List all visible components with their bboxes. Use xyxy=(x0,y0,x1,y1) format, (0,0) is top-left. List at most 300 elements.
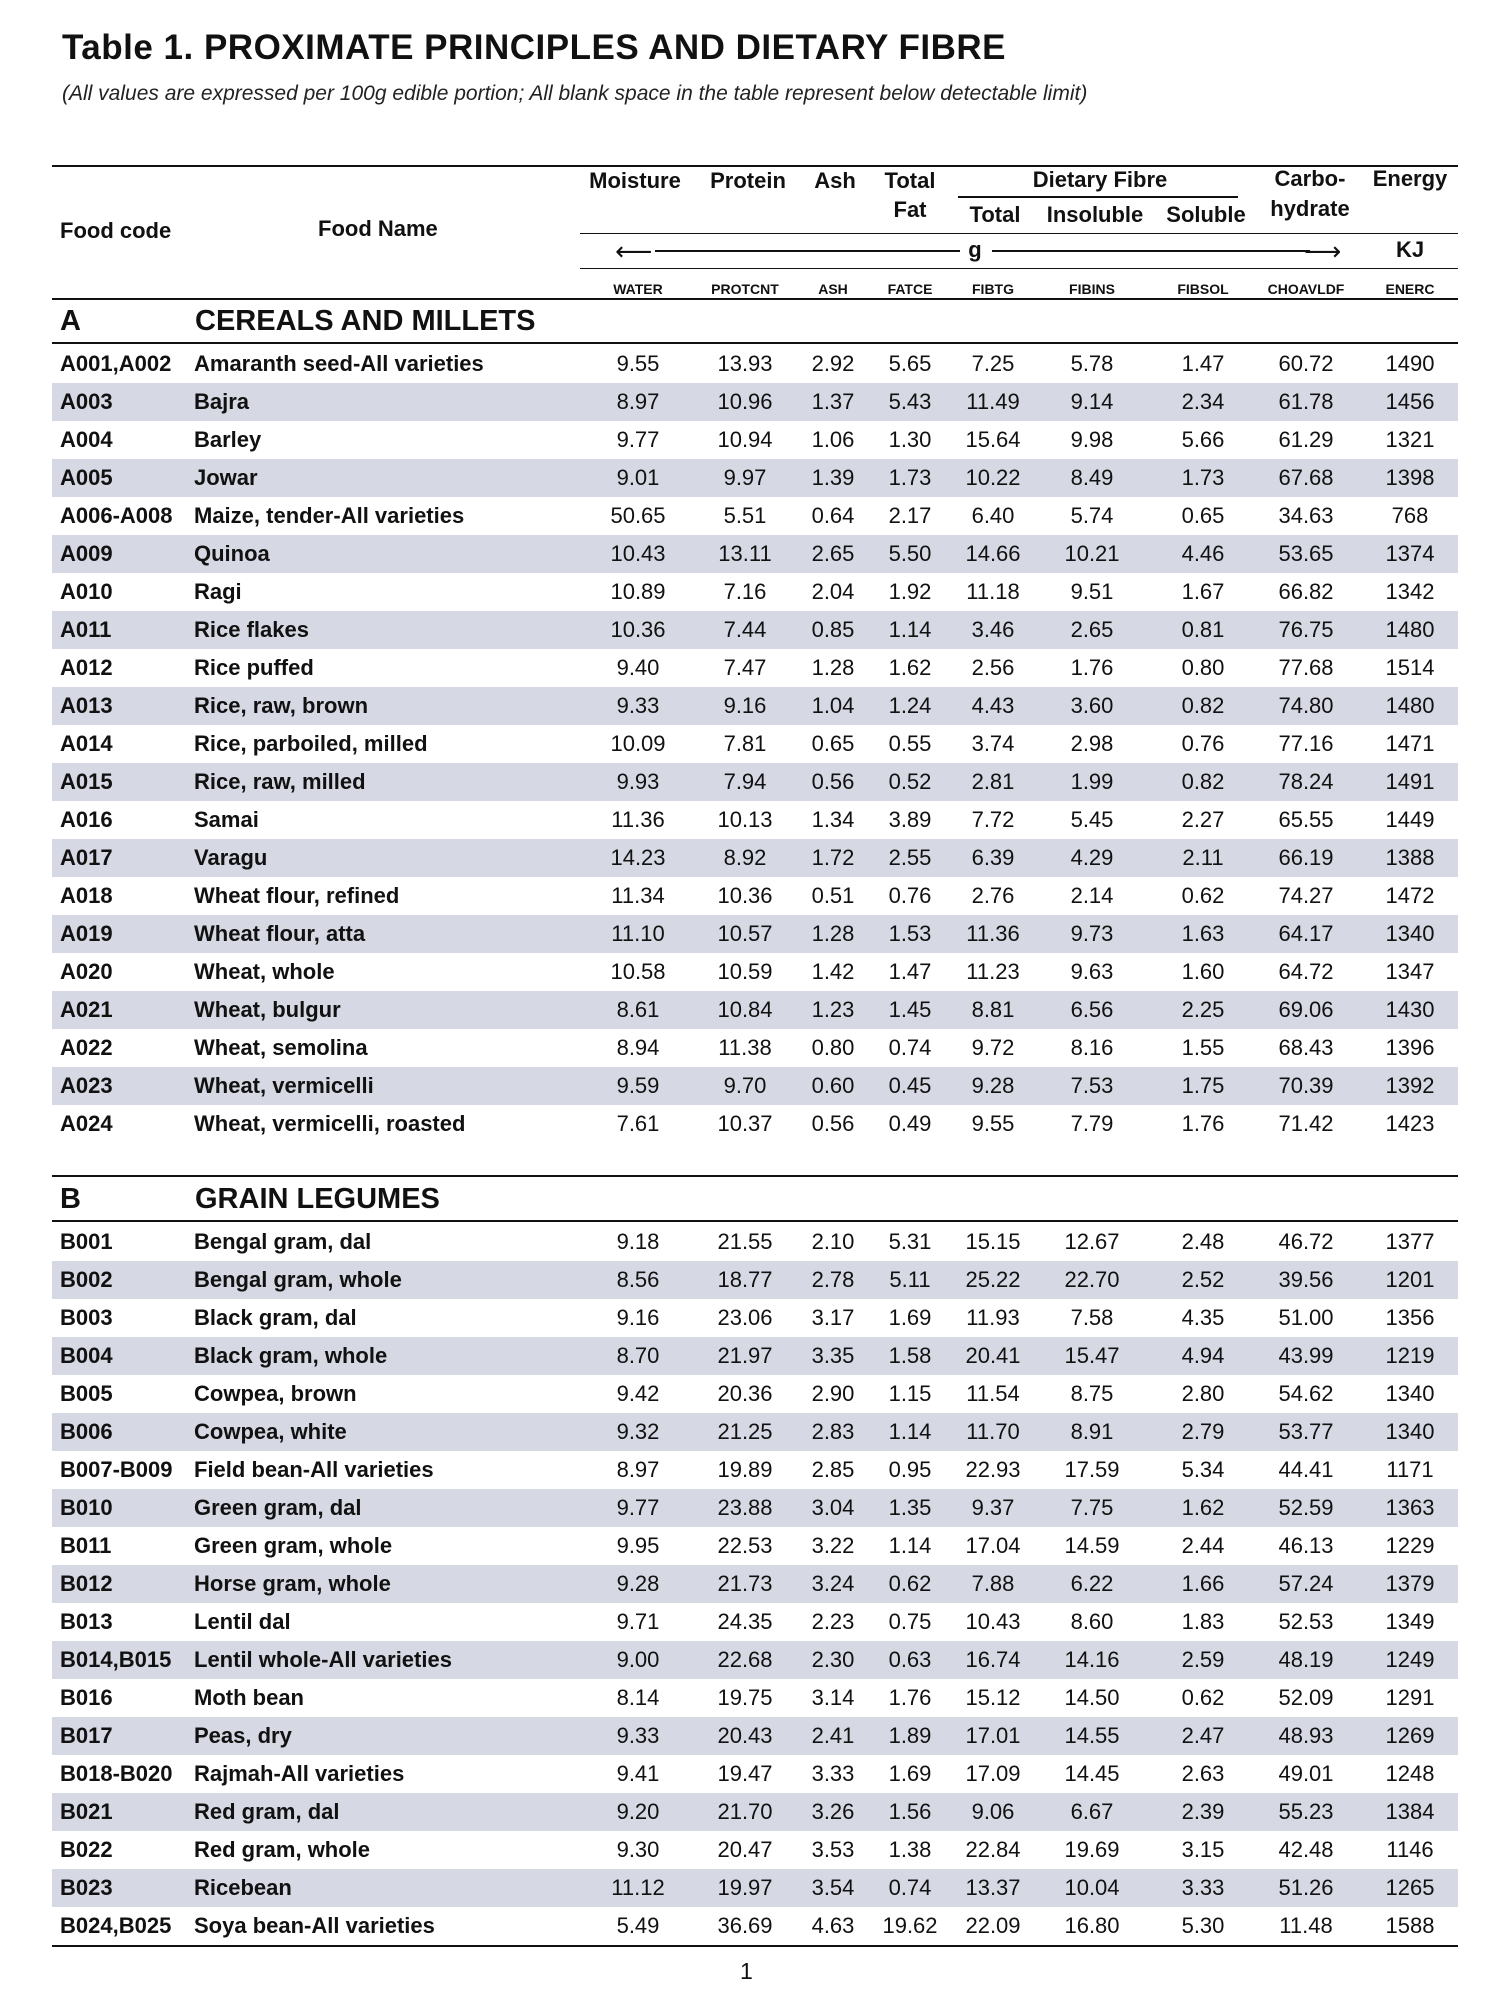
value-cell-choavldf: 11.48 xyxy=(1279,1913,1333,1938)
table-row xyxy=(52,1413,1458,1451)
dietary-fibre-rule xyxy=(958,196,1238,198)
value-cell-fibsol: 1.55 xyxy=(1181,1035,1225,1060)
value-cell-fibsol: 1.73 xyxy=(1181,465,1225,490)
value-cell-enerc: 1490 xyxy=(1385,351,1435,376)
table-row xyxy=(52,497,1458,535)
food-name-cell: Bajra xyxy=(194,389,250,414)
value-cell-fibins: 16.80 xyxy=(1064,1913,1120,1938)
value-cell-fibtg: 15.64 xyxy=(965,427,1021,452)
food-name-cell: Rice puffed xyxy=(194,655,314,680)
table-title: Table 1. PROXIMATE PRINCIPLES AND DIETARY FIBRE xyxy=(62,28,1006,67)
value-cell-fibins: 22.70 xyxy=(1064,1267,1120,1292)
value-cell-enerc: 1340 xyxy=(1385,1381,1435,1406)
food-name-cell: Bengal gram, whole xyxy=(194,1267,402,1292)
value-cell-protcnt: 21.97 xyxy=(717,1343,773,1368)
value-cell-enerc: 1398 xyxy=(1385,465,1435,490)
value-cell-fibsol: 2.48 xyxy=(1181,1229,1225,1254)
value-cell-choavldf: 74.80 xyxy=(1278,693,1334,718)
value-cell-enerc: 1291 xyxy=(1385,1685,1435,1710)
value-cell-fibins: 5.45 xyxy=(1070,807,1114,832)
value-cell-fibsol: 2.59 xyxy=(1181,1647,1225,1672)
value-cell-water: 9.55 xyxy=(616,351,660,376)
food-name-cell: Amaranth seed-All varieties xyxy=(194,351,484,376)
value-cell-fibsol: 5.30 xyxy=(1181,1913,1225,1938)
value-cell-protcnt: 22.68 xyxy=(717,1647,773,1672)
value-cell-fatce: 0.62 xyxy=(888,1571,932,1596)
value-cell-protcnt: 7.44 xyxy=(723,617,767,642)
value-cell-ash: 1.04 xyxy=(811,693,855,718)
value-cell-fibsol: 1.63 xyxy=(1181,921,1225,946)
food-code-cell: B023 xyxy=(60,1875,113,1900)
value-cell-ash: 2.85 xyxy=(811,1457,855,1482)
food-code-cell: A017 xyxy=(60,845,113,870)
value-cell-fibins: 9.14 xyxy=(1070,389,1114,414)
value-cell-water: 9.95 xyxy=(616,1533,660,1558)
table-row xyxy=(52,1565,1458,1603)
value-cell-enerc: 1363 xyxy=(1385,1495,1435,1520)
value-cell-ash: 3.35 xyxy=(811,1343,855,1368)
value-cell-choavldf: 61.78 xyxy=(1278,389,1334,414)
value-cell-fatce: 1.35 xyxy=(888,1495,932,1520)
food-name-cell: Ricebean xyxy=(194,1875,292,1900)
value-cell-fibins: 10.04 xyxy=(1064,1875,1120,1900)
value-cell-fibtg: 11.70 xyxy=(966,1419,1020,1444)
value-cell-water: 11.10 xyxy=(611,921,665,946)
food-name-cell: Wheat, whole xyxy=(194,959,335,984)
value-cell-fibsol: 4.35 xyxy=(1181,1305,1225,1330)
header-protein: Protein xyxy=(710,168,786,193)
value-cell-enerc: 1379 xyxy=(1385,1571,1435,1596)
value-cell-protcnt: 10.13 xyxy=(717,807,773,832)
food-name-cell: Quinoa xyxy=(194,541,270,566)
value-cell-choavldf: 39.56 xyxy=(1278,1267,1334,1292)
food-name-cell: Horse gram, whole xyxy=(194,1571,391,1596)
value-cell-fibsol: 4.94 xyxy=(1181,1343,1225,1368)
table-row xyxy=(52,421,1458,459)
food-code-cell: A003 xyxy=(60,389,113,414)
value-cell-fibsol: 1.83 xyxy=(1181,1609,1225,1634)
value-cell-protcnt: 21.55 xyxy=(717,1229,773,1254)
value-cell-enerc: 1374 xyxy=(1385,541,1435,566)
food-name-cell: Wheat, vermicelli xyxy=(194,1073,374,1098)
value-cell-enerc: 1340 xyxy=(1385,921,1435,946)
table-row xyxy=(52,1793,1458,1831)
value-cell-fibsol: 2.80 xyxy=(1181,1381,1225,1406)
value-cell-fibtg: 2.56 xyxy=(971,655,1015,680)
value-cell-fibsol: 0.82 xyxy=(1181,769,1225,794)
value-cell-water: 9.93 xyxy=(616,769,660,794)
food-code-cell: B024,B025 xyxy=(60,1913,172,1938)
value-cell-fibsol: 2.47 xyxy=(1181,1723,1225,1748)
table-row xyxy=(52,1717,1458,1755)
value-cell-fibtg: 6.40 xyxy=(971,503,1015,528)
value-cell-protcnt: 7.81 xyxy=(723,731,767,756)
value-cell-fibins: 1.99 xyxy=(1070,769,1114,794)
value-cell-water: 8.14 xyxy=(616,1685,660,1710)
value-cell-fatce: 1.15 xyxy=(888,1381,932,1406)
value-cell-fibtg: 9.06 xyxy=(971,1799,1015,1824)
food-code-cell: B013 xyxy=(60,1609,113,1634)
value-cell-enerc: 1269 xyxy=(1385,1723,1435,1748)
value-cell-water: 8.61 xyxy=(616,997,660,1022)
value-cell-ash: 3.33 xyxy=(811,1761,855,1786)
value-cell-water: 9.32 xyxy=(616,1419,660,1444)
value-cell-fibsol: 3.15 xyxy=(1181,1837,1225,1862)
value-cell-choavldf: 53.77 xyxy=(1278,1419,1334,1444)
food-code-cell: B021 xyxy=(60,1799,113,1824)
component-code-protcnt: PROTCNT xyxy=(711,281,779,297)
header-carbo-2: hydrate xyxy=(1270,196,1350,221)
value-cell-fibsol: 5.34 xyxy=(1181,1457,1225,1482)
food-code-cell: A014 xyxy=(60,731,113,756)
value-cell-fibtg: 17.04 xyxy=(965,1533,1021,1558)
unit-rule-top xyxy=(580,233,1458,234)
table-row xyxy=(52,1907,1458,1945)
value-cell-fatce: 1.45 xyxy=(888,997,932,1022)
value-cell-choavldf: 77.68 xyxy=(1278,655,1334,680)
value-cell-enerc: 1472 xyxy=(1385,883,1435,908)
food-code-cell: A023 xyxy=(60,1073,113,1098)
value-cell-fibins: 7.79 xyxy=(1070,1111,1114,1136)
food-code-cell: A022 xyxy=(60,1035,113,1060)
value-cell-ash: 4.63 xyxy=(811,1913,855,1938)
value-cell-enerc: 1321 xyxy=(1385,427,1435,452)
value-cell-fibtg: 4.43 xyxy=(971,693,1015,718)
value-cell-fatce: 1.89 xyxy=(888,1723,932,1748)
section-name: CEREALS AND MILLETS xyxy=(195,305,536,337)
value-cell-water: 50.65 xyxy=(610,503,666,528)
value-cell-fibtg: 9.72 xyxy=(971,1035,1015,1060)
value-cell-choavldf: 51.26 xyxy=(1278,1875,1334,1900)
component-code-fibins: FIBINS xyxy=(1069,281,1115,297)
section-letter: A xyxy=(60,305,81,337)
value-cell-fibsol: 2.79 xyxy=(1181,1419,1225,1444)
value-cell-fibsol: 0.76 xyxy=(1181,731,1225,756)
value-cell-fibsol: 2.44 xyxy=(1181,1533,1225,1558)
table-row xyxy=(52,1375,1458,1413)
value-cell-ash: 3.53 xyxy=(811,1837,855,1862)
food-name-cell: Wheat, bulgur xyxy=(194,997,341,1022)
value-cell-water: 9.28 xyxy=(616,1571,660,1596)
value-cell-fibins: 17.59 xyxy=(1064,1457,1120,1482)
section-header-rule xyxy=(52,342,1458,344)
value-cell-water: 11.36 xyxy=(611,807,665,832)
value-cell-fatce: 2.17 xyxy=(888,503,932,528)
value-cell-ash: 0.80 xyxy=(811,1035,855,1060)
value-cell-fatce: 5.31 xyxy=(888,1229,932,1254)
value-cell-fibins: 9.51 xyxy=(1070,579,1114,604)
value-cell-fibtg: 20.41 xyxy=(965,1343,1021,1368)
value-cell-fibins: 5.74 xyxy=(1070,503,1114,528)
header-df-total: Total xyxy=(969,202,1021,227)
value-cell-choavldf: 52.09 xyxy=(1278,1685,1334,1710)
table-row xyxy=(52,991,1458,1029)
food-code-cell: A006-A008 xyxy=(60,503,173,528)
value-cell-fibsol: 4.46 xyxy=(1181,541,1225,566)
value-cell-fibsol: 1.75 xyxy=(1181,1073,1225,1098)
table-row xyxy=(52,573,1458,611)
component-code-enerc: ENERC xyxy=(1385,281,1435,297)
food-name-cell: Field bean-All varieties xyxy=(194,1457,434,1482)
value-cell-fibsol: 1.60 xyxy=(1181,959,1225,984)
value-cell-fibtg: 22.09 xyxy=(965,1913,1021,1938)
value-cell-fatce: 0.76 xyxy=(888,883,932,908)
value-cell-enerc: 1430 xyxy=(1385,997,1435,1022)
food-name-cell: Moth bean xyxy=(194,1685,304,1710)
value-cell-fatce: 1.58 xyxy=(888,1343,932,1368)
table-row xyxy=(52,915,1458,953)
section-top-rule xyxy=(52,1175,1458,1177)
table-row xyxy=(52,1603,1458,1641)
value-cell-fatce: 1.76 xyxy=(888,1685,932,1710)
value-cell-fatce: 3.89 xyxy=(888,807,932,832)
table-row xyxy=(52,763,1458,801)
value-cell-fibtg: 17.01 xyxy=(965,1723,1021,1748)
value-cell-ash: 2.04 xyxy=(811,579,855,604)
value-cell-water: 11.12 xyxy=(611,1875,665,1900)
table-row xyxy=(52,345,1458,383)
value-cell-enerc: 1480 xyxy=(1385,693,1435,718)
table-bottom-rule xyxy=(52,1945,1458,1947)
value-cell-fatce: 5.43 xyxy=(888,389,932,414)
value-cell-enerc: 1491 xyxy=(1385,769,1435,794)
value-cell-fibtg: 22.84 xyxy=(965,1837,1021,1862)
value-cell-fatce: 1.73 xyxy=(888,465,932,490)
value-cell-protcnt: 21.25 xyxy=(717,1419,773,1444)
value-cell-protcnt: 20.43 xyxy=(717,1723,773,1748)
header-total-fat-2: Fat xyxy=(893,197,927,222)
value-cell-fibins: 3.60 xyxy=(1070,693,1114,718)
value-cell-fatce: 0.74 xyxy=(888,1875,932,1900)
value-cell-protcnt: 10.84 xyxy=(717,997,773,1022)
value-cell-fatce: 2.55 xyxy=(888,845,932,870)
value-cell-fibtg: 7.72 xyxy=(971,807,1015,832)
value-cell-enerc: 1471 xyxy=(1385,731,1435,756)
value-cell-fibtg: 10.43 xyxy=(965,1609,1021,1634)
value-cell-ash: 2.90 xyxy=(811,1381,855,1406)
value-cell-fibsol: 2.11 xyxy=(1182,845,1224,870)
value-cell-water: 9.01 xyxy=(616,465,660,490)
page-number: 1 xyxy=(740,1958,753,1984)
value-cell-choavldf: 66.82 xyxy=(1278,579,1334,604)
value-cell-fatce: 5.11 xyxy=(889,1267,931,1292)
value-cell-choavldf: 70.39 xyxy=(1278,1073,1334,1098)
value-cell-fibsol: 2.27 xyxy=(1181,807,1225,832)
value-cell-water: 9.41 xyxy=(616,1761,660,1786)
value-cell-enerc: 1423 xyxy=(1385,1111,1435,1136)
value-cell-enerc: 1384 xyxy=(1385,1799,1435,1824)
value-cell-fibins: 14.16 xyxy=(1064,1647,1120,1672)
value-cell-fibsol: 5.66 xyxy=(1181,427,1225,452)
food-name-cell: Varagu xyxy=(194,845,268,870)
value-cell-fibtg: 7.25 xyxy=(971,351,1015,376)
value-cell-enerc: 1265 xyxy=(1385,1875,1435,1900)
value-cell-fibins: 9.98 xyxy=(1070,427,1114,452)
value-cell-enerc: 1456 xyxy=(1385,389,1435,414)
value-cell-enerc: 1219 xyxy=(1385,1343,1435,1368)
header-ash: Ash xyxy=(814,168,856,193)
value-cell-fatce: 1.56 xyxy=(888,1799,932,1824)
value-cell-fibins: 2.98 xyxy=(1070,731,1114,756)
food-code-cell: B003 xyxy=(60,1305,113,1330)
value-cell-water: 9.30 xyxy=(616,1837,660,1862)
value-cell-ash: 2.23 xyxy=(811,1609,855,1634)
value-cell-protcnt: 19.75 xyxy=(717,1685,773,1710)
value-cell-enerc: 1342 xyxy=(1385,579,1435,604)
food-code-cell: B005 xyxy=(60,1381,113,1406)
value-cell-enerc: 1347 xyxy=(1385,959,1435,984)
value-cell-enerc: 1146 xyxy=(1386,1837,1434,1862)
value-cell-water: 10.89 xyxy=(610,579,666,604)
value-cell-fibsol: 1.62 xyxy=(1181,1495,1225,1520)
table-row xyxy=(52,1299,1458,1337)
food-code-cell: A021 xyxy=(60,997,113,1022)
header-df-soluble: Soluble xyxy=(1166,202,1246,227)
value-cell-enerc: 1201 xyxy=(1385,1267,1435,1292)
value-cell-ash: 3.17 xyxy=(811,1305,855,1330)
value-cell-fibtg: 14.66 xyxy=(965,541,1021,566)
value-cell-choavldf: 69.06 xyxy=(1278,997,1334,1022)
value-cell-fibins: 8.91 xyxy=(1070,1419,1114,1444)
value-cell-fibtg: 11.18 xyxy=(966,579,1020,604)
food-name-cell: Bengal gram, dal xyxy=(194,1229,372,1254)
food-name-cell: Samai xyxy=(194,807,259,832)
value-cell-fatce: 1.38 xyxy=(888,1837,932,1862)
value-cell-enerc: 1171 xyxy=(1386,1457,1434,1482)
value-cell-fibsol: 3.33 xyxy=(1181,1875,1225,1900)
value-cell-protcnt: 10.36 xyxy=(717,883,773,908)
value-cell-fibtg: 11.23 xyxy=(966,959,1020,984)
value-cell-fibsol: 0.82 xyxy=(1181,693,1225,718)
food-code-cell: A015 xyxy=(60,769,113,794)
value-cell-fibtg: 3.74 xyxy=(971,731,1015,756)
value-cell-protcnt: 9.97 xyxy=(723,465,767,490)
food-code-cell: B006 xyxy=(60,1419,113,1444)
value-cell-fibins: 8.49 xyxy=(1070,465,1114,490)
value-cell-fatce: 1.24 xyxy=(888,693,932,718)
table-subtitle: (All values are expressed per 100g edible portion; All blank space in the table represent below detectable limit) xyxy=(62,82,1088,105)
table-row xyxy=(52,725,1458,763)
food-code-cell: B017 xyxy=(60,1723,113,1748)
header-total-fat-1: Total xyxy=(884,168,936,193)
value-cell-choavldf: 46.13 xyxy=(1278,1533,1334,1558)
value-cell-fibins: 1.76 xyxy=(1070,655,1114,680)
food-code-cell: A024 xyxy=(60,1111,113,1136)
value-cell-protcnt: 20.47 xyxy=(717,1837,773,1862)
table-row xyxy=(52,1223,1458,1261)
section-letter: B xyxy=(60,1183,81,1215)
value-cell-protcnt: 7.16 xyxy=(723,579,767,604)
component-code-fibsol: FIBSOL xyxy=(1177,281,1229,297)
value-cell-ash: 3.04 xyxy=(811,1495,855,1520)
value-cell-fatce: 5.50 xyxy=(888,541,932,566)
food-code-cell: B012 xyxy=(60,1571,113,1596)
value-cell-fatce: 1.47 xyxy=(888,959,932,984)
value-cell-fibtg: 11.54 xyxy=(966,1381,1020,1406)
value-cell-protcnt: 13.11 xyxy=(718,541,772,566)
value-cell-fatce: 1.53 xyxy=(888,921,932,946)
food-name-cell: Ragi xyxy=(194,579,242,604)
value-cell-fibins: 6.56 xyxy=(1070,997,1114,1022)
section-header-rule xyxy=(52,1220,1458,1222)
table-row xyxy=(52,383,1458,421)
section-name: GRAIN LEGUMES xyxy=(195,1183,440,1215)
value-cell-protcnt: 7.94 xyxy=(723,769,767,794)
value-cell-choavldf: 57.24 xyxy=(1278,1571,1334,1596)
value-cell-protcnt: 5.51 xyxy=(723,503,767,528)
value-cell-ash: 1.37 xyxy=(811,389,855,414)
value-cell-ash: 1.39 xyxy=(811,465,855,490)
value-cell-protcnt: 23.88 xyxy=(717,1495,773,1520)
value-cell-fibins: 6.22 xyxy=(1070,1571,1114,1596)
value-cell-choavldf: 46.72 xyxy=(1278,1229,1334,1254)
table-row xyxy=(52,687,1458,725)
value-cell-fibsol: 0.81 xyxy=(1181,617,1225,642)
value-cell-water: 9.40 xyxy=(616,655,660,680)
value-cell-fibins: 14.45 xyxy=(1064,1761,1120,1786)
food-name-cell: Wheat, semolina xyxy=(194,1035,368,1060)
value-cell-water: 9.00 xyxy=(616,1647,660,1672)
arrow-left-icon: ⟵ xyxy=(615,236,653,266)
food-code-cell: B004 xyxy=(60,1343,113,1368)
table-row xyxy=(52,839,1458,877)
food-name-cell: Barley xyxy=(194,427,262,452)
food-code-cell: A005 xyxy=(60,465,113,490)
value-cell-enerc: 1480 xyxy=(1385,617,1435,642)
value-cell-protcnt: 10.94 xyxy=(717,427,773,452)
value-cell-fibsol: 2.63 xyxy=(1181,1761,1225,1786)
header-top-rule xyxy=(52,165,1458,167)
value-cell-ash: 1.23 xyxy=(811,997,855,1022)
value-cell-ash: 3.54 xyxy=(811,1875,855,1900)
header-carbo-1: Carbo- xyxy=(1274,166,1346,191)
value-cell-protcnt: 23.06 xyxy=(717,1305,773,1330)
value-cell-ash: 2.83 xyxy=(811,1419,855,1444)
food-code-cell: A004 xyxy=(60,427,113,452)
value-cell-choavldf: 74.27 xyxy=(1278,883,1334,908)
food-code-cell: B001 xyxy=(60,1229,113,1254)
value-cell-enerc: 1377 xyxy=(1385,1229,1435,1254)
value-cell-protcnt: 9.16 xyxy=(723,693,767,718)
table-row xyxy=(52,877,1458,915)
food-name-cell: Wheat, vermicelli, roasted xyxy=(194,1111,466,1136)
table-row xyxy=(52,649,1458,687)
value-cell-choavldf: 55.23 xyxy=(1278,1799,1334,1824)
value-cell-protcnt: 18.77 xyxy=(717,1267,773,1292)
value-cell-fibins: 7.58 xyxy=(1070,1305,1114,1330)
food-code-cell: B018-B020 xyxy=(60,1761,173,1786)
value-cell-fatce: 1.30 xyxy=(888,427,932,452)
value-cell-water: 7.61 xyxy=(616,1111,660,1136)
food-name-cell: Rice, parboiled, milled xyxy=(194,731,428,756)
value-cell-enerc: 768 xyxy=(1391,503,1429,528)
value-cell-choavldf: 54.62 xyxy=(1278,1381,1334,1406)
value-cell-choavldf: 67.68 xyxy=(1278,465,1334,490)
arrow-right-icon: ⟶ xyxy=(1304,236,1342,266)
value-cell-fibtg: 11.36 xyxy=(966,921,1020,946)
value-cell-protcnt: 10.59 xyxy=(717,959,773,984)
value-cell-enerc: 1229 xyxy=(1385,1533,1435,1558)
value-cell-ash: 0.85 xyxy=(811,617,855,642)
value-cell-water: 14.23 xyxy=(610,845,666,870)
food-code-cell: A020 xyxy=(60,959,113,984)
value-cell-fibsol: 1.47 xyxy=(1181,351,1225,376)
food-name-cell: Wheat flour, atta xyxy=(194,921,366,946)
value-cell-fibins: 7.53 xyxy=(1070,1073,1114,1098)
value-cell-protcnt: 19.89 xyxy=(717,1457,773,1482)
table-row xyxy=(52,1869,1458,1907)
value-cell-fatce: 5.65 xyxy=(888,351,932,376)
